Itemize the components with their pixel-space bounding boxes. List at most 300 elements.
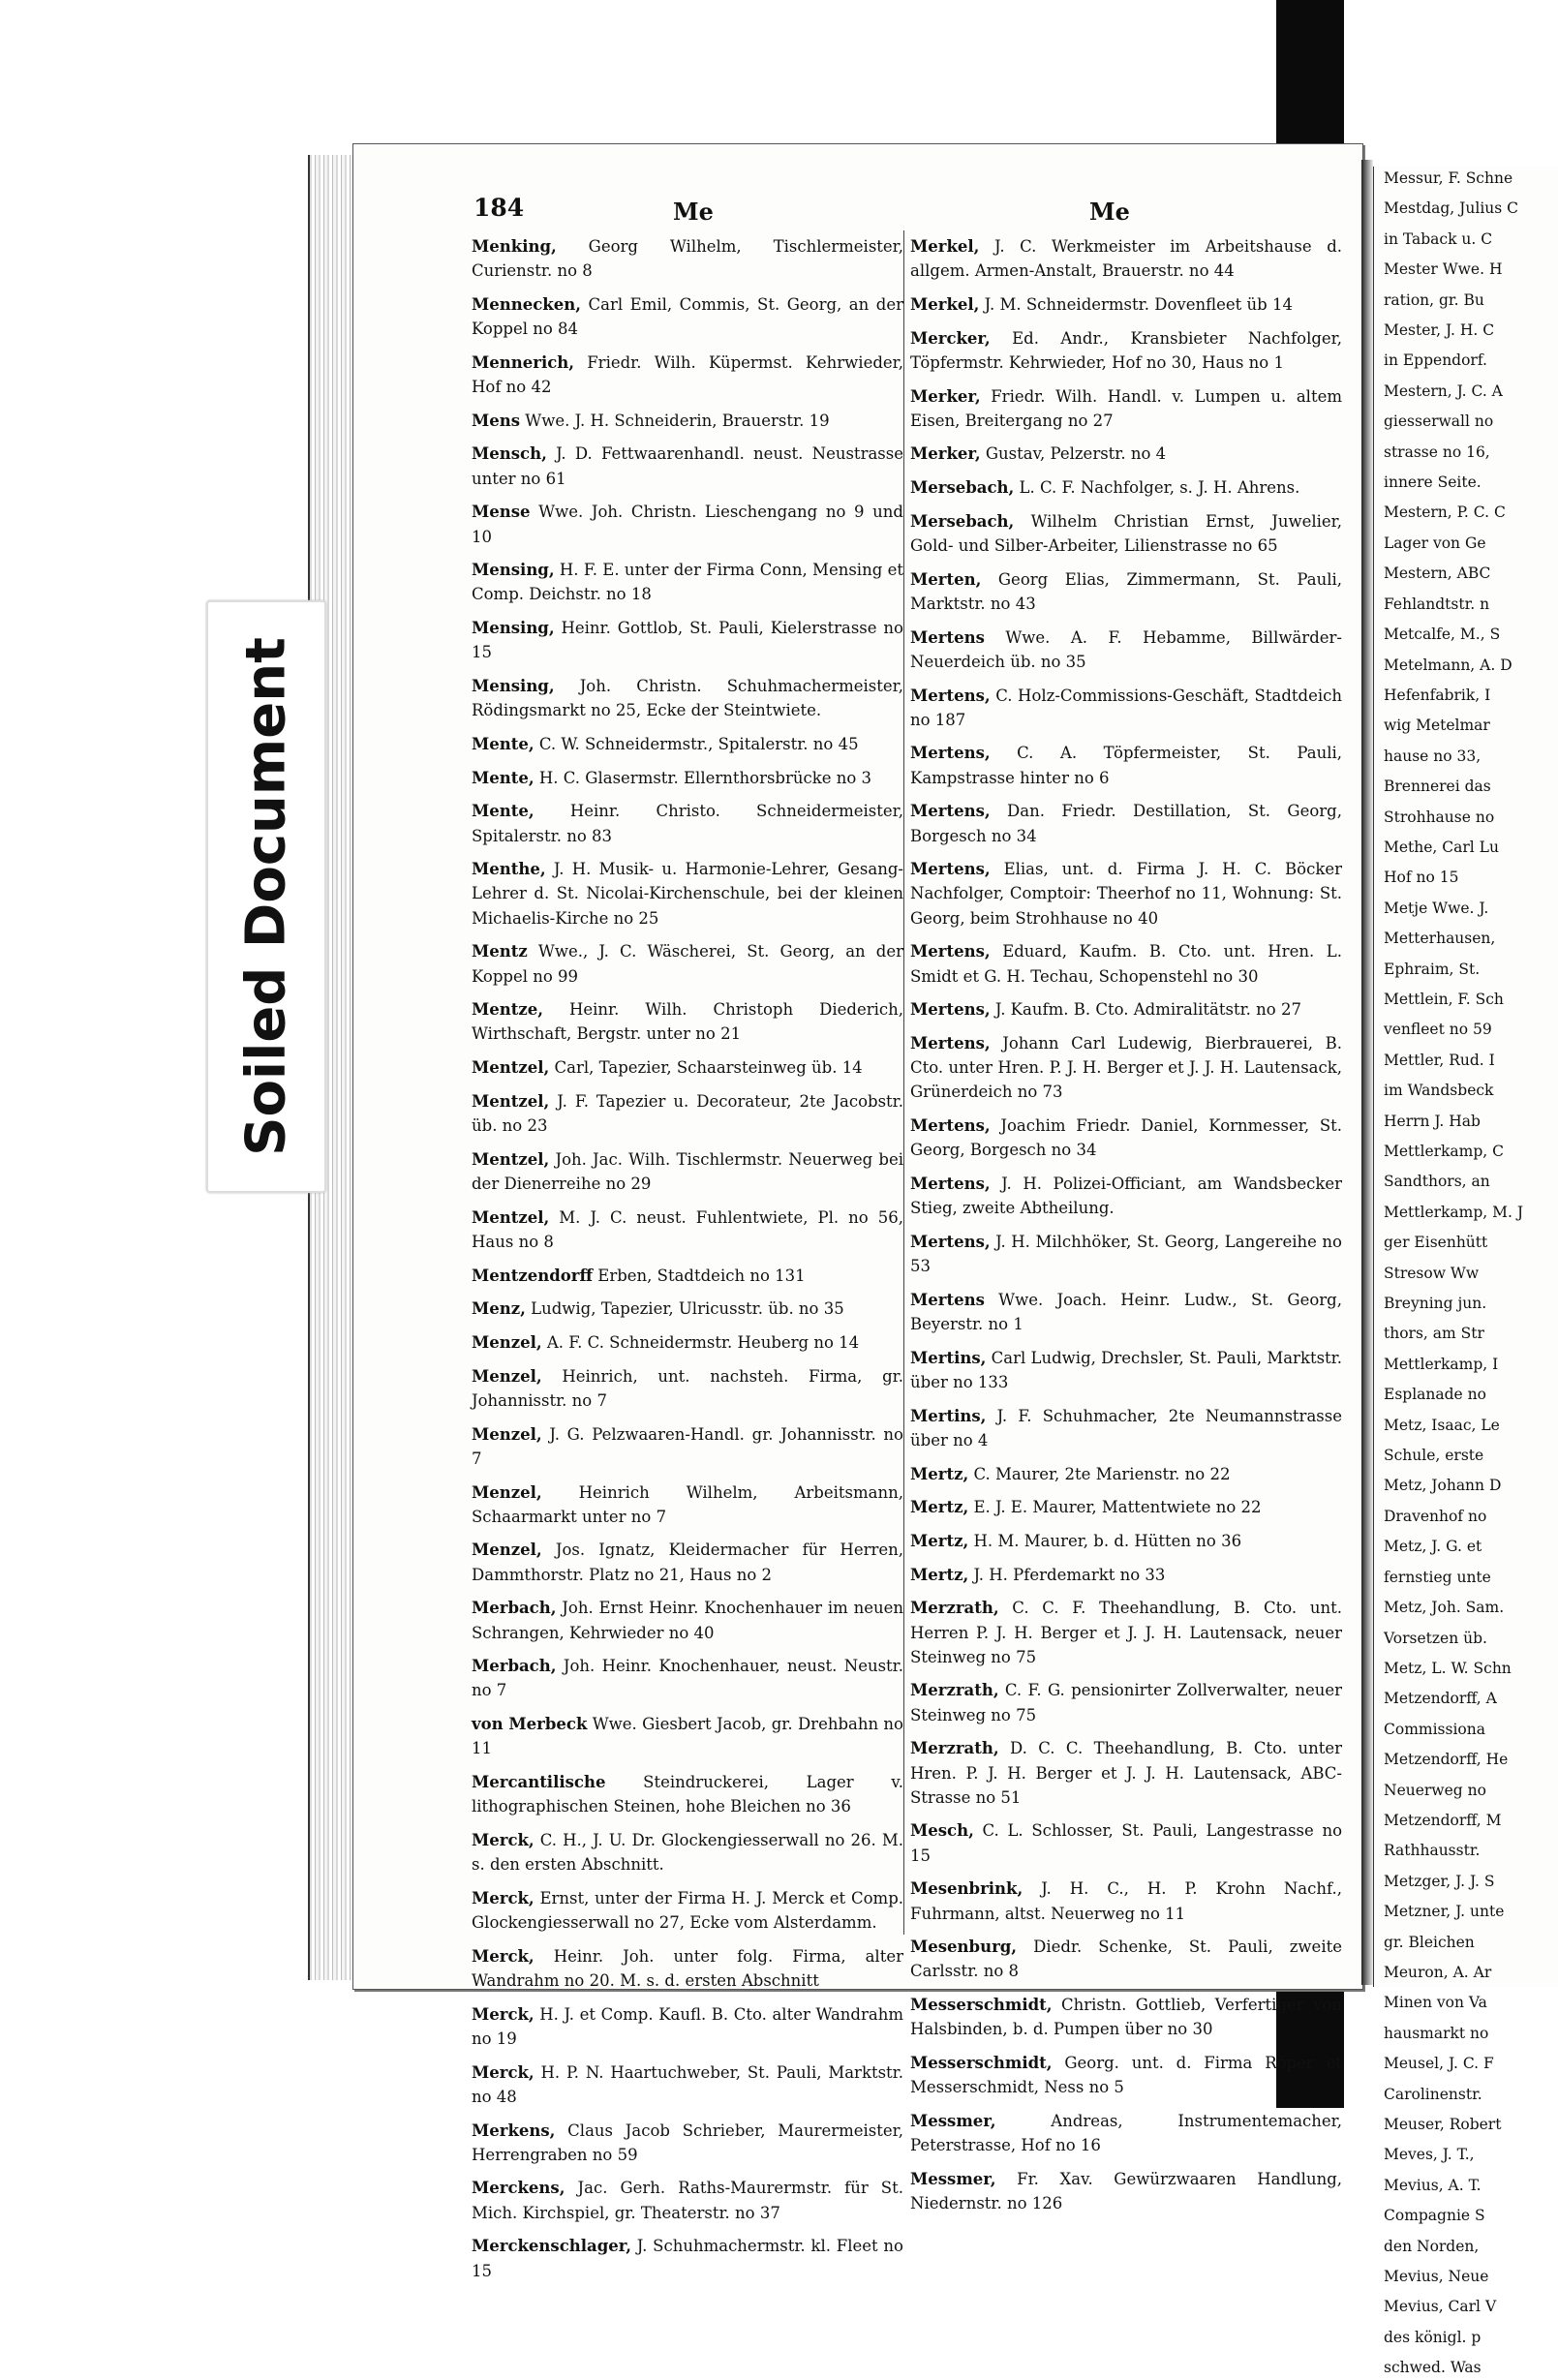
directory-entry <box>472 1147 903 1196</box>
entry-text: H. F. E. unter der Firma Conn, Mensing et Comp. Deichstr. no 18 <box>472 561 903 604</box>
entry-name: Mertens, <box>910 1000 991 1020</box>
directory-entry <box>910 1031 1342 1105</box>
adjacent-page-line: Metzendorff, M <box>1384 1811 1502 1829</box>
directory-entry <box>472 1654 903 1702</box>
entry-text: Jos. Ignatz, Kleidermacher für Herren, Dammthorstr. Platz no 21, Haus no 2 <box>472 1541 903 1584</box>
adjacent-page-line: Carolinenstr. <box>1384 2085 1482 2103</box>
directory-entry <box>910 857 1342 931</box>
entry-text: Heinrich, unt. nachsteh. Firma, gr. Johannisstr. no 7 <box>472 1366 903 1410</box>
entry-text: C. C. F. Theehandlung, B. Cto. unt. Herren P. J. H. Berger et J. J. H. Lautensack, neuer Steinweg no 75 <box>910 1599 1342 1666</box>
directory-entry <box>910 1495 1342 1519</box>
adjacent-page-line: Meuser, Robert <box>1384 2116 1502 2133</box>
entry-name: Mentzendorff <box>472 1266 594 1285</box>
entry-text: J. H. Milchhöker, St. Georg, Langereihe no 53 <box>910 1232 1342 1276</box>
directory-entry <box>472 1055 903 1080</box>
adjacent-page-line: in Taback u. C <box>1384 229 1493 248</box>
directory-entry <box>472 1422 903 1471</box>
entry-name: Merten, <box>910 569 982 589</box>
entry-name: Mentzel, <box>472 1058 550 1078</box>
directory-entry <box>472 2176 903 2224</box>
entry-text: C. A. Töpfermeister, St. Pauli, Kampstrasse hinter no 6 <box>910 744 1342 787</box>
directory-entry <box>910 1818 1342 1867</box>
adjacent-page-line: Neuerweg no <box>1384 1781 1486 1799</box>
entry-name: Mensing, <box>472 677 555 696</box>
entry-text: Georg Elias, Zimmermann, St. Pauli, Marktstr. no 43 <box>910 569 1342 613</box>
directory-entry <box>472 732 903 756</box>
entry-name: Mertens, <box>910 1116 991 1136</box>
directory-entry <box>910 1563 1342 1587</box>
directory-entry <box>472 1886 903 1935</box>
directory-entry <box>910 939 1342 988</box>
directory-entry <box>472 766 903 790</box>
entry-text: Heinrich Wilhelm, Arbeitsmann, Schaarmarkt unter no 7 <box>472 1482 903 1526</box>
directory-entry <box>472 558 903 606</box>
directory-entry <box>910 567 1342 616</box>
entry-name: Mertens, <box>910 942 991 961</box>
adjacent-page-line: Metje Wwe. J. <box>1384 899 1489 917</box>
entry-name: Mertens, <box>910 744 991 763</box>
entry-name: von Merbeck <box>472 1715 588 1734</box>
adjacent-page-line: Meuron, A. Ar <box>1384 1963 1492 1981</box>
entry-name: Merckens, <box>472 2179 565 2198</box>
entry-text: Diedr. Schenke, St. Pauli, zweite Carlsstr. no 8 <box>910 1938 1342 1981</box>
entry-text: Steindruckerei, Lager v. lithographischen Steinen, hohe Bleichen no 36 <box>472 1773 903 1816</box>
entry-text: Joachim Friedr. Daniel, Kornmesser, St. Georg, Borgesch no 34 <box>910 1116 1342 1160</box>
directory-entry <box>910 1346 1342 1394</box>
adjacent-page-line: Mettler, Rud. I <box>1384 1051 1495 1069</box>
entry-name: Menthe, <box>472 860 546 879</box>
directory-entry <box>472 674 903 722</box>
adjacent-page-line: Mettlerkamp, C <box>1384 1143 1505 1160</box>
adjacent-page-line: in Eppendorf. <box>1384 351 1487 370</box>
column-divider <box>903 230 904 1935</box>
soiled-document-label <box>206 600 326 1193</box>
entry-text: A. F. C. Schneidermstr. Heuberg no 14 <box>541 1333 860 1353</box>
directory-entry <box>910 1935 1342 1983</box>
adjacent-page-line: innere Seite. <box>1384 473 1482 492</box>
directory-entry <box>472 409 903 433</box>
entry-text: Heinr. Christo. Schneidermeister, Spitalerstr. no 83 <box>472 802 903 845</box>
entry-name: Mertens <box>910 1290 985 1309</box>
entry-name: Merck, <box>472 1946 535 1966</box>
entry-name: Merker, <box>910 444 981 464</box>
entry-text: Claus Jacob Schrieber, Maurermeister, Herrengraben no 59 <box>472 2121 903 2164</box>
entry-text: Eduard, Kaufm. B. Cto. unt. Hren. L. Smidt et G. H. Techau, Schopenstehl no 30 <box>910 942 1342 986</box>
entry-name: Mentze, <box>472 1000 543 1020</box>
entry-name: Menzel, <box>472 1333 542 1353</box>
adjacent-page-line: Messur, F. Schne <box>1384 169 1513 187</box>
left-column <box>472 234 903 2292</box>
entry-name: Mensing, <box>472 561 555 580</box>
adjacent-page-line: Metz, Johann D <box>1384 1477 1502 1495</box>
adjacent-page-line: Metz, J. G. et <box>1384 1538 1482 1556</box>
entry-text: Wwe. A. F. Hebamme, Billwärder-Neuerdeich üb. no 35 <box>910 627 1342 671</box>
entry-name: Merck, <box>472 1888 535 1907</box>
entry-name: Mertens <box>910 627 985 647</box>
directory-entry <box>910 384 1342 433</box>
entry-name: Mercantilische <box>472 1773 606 1792</box>
entry-name: Mentzel, <box>472 1207 550 1227</box>
adjacent-page-line: strasse no 16, <box>1384 442 1490 461</box>
directory-entry <box>472 1205 903 1254</box>
running-head-left: Me <box>673 198 714 226</box>
adjacent-page-line: Mettlerkamp, I <box>1384 1355 1499 1373</box>
entry-text: Georg Wilhelm, Tischlermeister, Curienstr. no 8 <box>472 237 903 281</box>
adjacent-page-line: hausmarkt no <box>1384 2024 1489 2042</box>
directory-entry <box>910 1596 1342 1669</box>
adjacent-page-line: Metz, Joh. Sam. <box>1384 1599 1505 1617</box>
directory-entry <box>910 626 1342 674</box>
adjacent-page-line: Meusel, J. C. F <box>1384 2055 1494 2073</box>
adjacent-page-line: Mester, J. H. C <box>1384 321 1495 340</box>
right-column <box>910 234 1342 2225</box>
entry-text: J. H. Musik- u. Harmonie-Lehrer, Gesang-Lehrer d. St. Nicolai-Kirchenschule, bei der kleinen Michaelis-Kirche no 25 <box>472 860 903 928</box>
directory-entry <box>910 509 1342 558</box>
directory-entry <box>472 2119 903 2167</box>
entry-text: Ludwig, Tapezier, Ulricusstr. üb. no 35 <box>525 1299 844 1319</box>
entry-name: Mertens, <box>910 686 991 705</box>
entry-text: J. H. Pferdemarkt no 33 <box>968 1565 1166 1584</box>
adjacent-page-line: Esplanade no <box>1384 1386 1486 1404</box>
entry-name: Mersebach, <box>910 478 1015 498</box>
directory-entry <box>910 2051 1342 2099</box>
adjacent-page-line: Commissiona <box>1384 1720 1485 1738</box>
directory-entry <box>472 1264 903 1288</box>
entry-text: Wwe. Joach. Heinr. Ludw., St. Georg, Beyerstr. no 1 <box>910 1290 1342 1334</box>
entry-name: Mens <box>472 411 521 430</box>
entry-text: C. W. Schneidermstr., Spitalerstr. no 45 <box>534 734 859 753</box>
entry-name: Mente, <box>472 802 535 821</box>
directory-entry <box>910 1462 1342 1486</box>
entry-name: Merck, <box>472 2062 535 2082</box>
entry-text: C. L. Schlosser, St. Pauli, Langestrasse no 15 <box>910 1821 1342 1865</box>
entry-name: Menzel, <box>472 1541 542 1560</box>
entry-text: C. H., J. U. Dr. Glockengiesserwall no 26. M. s. den ersten Abschnitt. <box>472 1830 903 1875</box>
entry-text: H. P. N. Haartuchweber, St. Pauli, Marktstr. no 48 <box>472 2062 903 2106</box>
adjacent-page-line: Compagnie S <box>1384 2207 1485 2225</box>
entry-name: Mertens, <box>910 802 991 821</box>
adjacent-page-line: Mettlerkamp, M. J <box>1384 1203 1524 1221</box>
directory-entry <box>472 500 903 548</box>
directory-entry <box>472 616 903 664</box>
directory-entry <box>910 684 1342 732</box>
entry-name: Messerschmidt, <box>910 2054 1053 2073</box>
entry-text: Wilhelm Christian Ernst, Juwelier, Gold- und Silber-Arbeiter, Lilienstrasse no 65 <box>910 511 1342 556</box>
entry-text: Carl Emil, Commis, St. Georg, an der Koppel no 84 <box>472 294 903 339</box>
entry-text: Heinr. Wilh. Christoph Diederich, Wirthschaft, Bergstr. unter no 21 <box>472 1000 903 1044</box>
directory-entry <box>472 2060 903 2109</box>
entry-name: Mentzel, <box>472 1149 550 1169</box>
entry-name: Mertz, <box>910 1464 969 1483</box>
directory-entry <box>910 2109 1342 2157</box>
adjacent-page-line: Rathhausstr. <box>1384 1842 1481 1860</box>
adjacent-page-line: thors, am Str <box>1384 1325 1484 1343</box>
entry-text: Wwe. Joh. Christn. Lieschengang no 9 und 10 <box>472 503 903 546</box>
entry-name: Messerschmidt, <box>910 1996 1053 2015</box>
adjacent-page-line: Mestern, J. C. A <box>1384 381 1503 400</box>
adjacent-page-line: Schule, erste <box>1384 1447 1484 1465</box>
adjacent-page-line: wig Metelmar <box>1384 717 1490 735</box>
adjacent-page-line: fernstieg unte <box>1384 1568 1491 1586</box>
entry-text: C. Holz-Commissions-Geschäft, Stadtdeich no 187 <box>910 686 1342 729</box>
adjacent-page-line: Metz, Isaac, Le <box>1384 1416 1500 1434</box>
adjacent-page-line: Vorsetzen üb. <box>1384 1629 1487 1647</box>
entry-text: Ed. Andr., Kransbieter Nachfolger, Töpfermstr. Kehrwieder, Hof no 30, Haus no 1 <box>910 328 1342 372</box>
adjacent-page-line: des königl. p <box>1384 2328 1482 2346</box>
entry-name: Merckenschlager, <box>472 2237 631 2256</box>
entry-text: J. D. Fettwaarenhandl. neust. Neustrasse unter no 61 <box>472 444 903 488</box>
directory-entry <box>472 799 903 847</box>
entry-name: Merkens, <box>472 2121 556 2140</box>
directory-entry <box>910 1114 1342 1162</box>
entry-name: Merzrath, <box>910 1599 999 1618</box>
entry-text: Heinr. Joh. unter folg. Firma, alter Wandrahm no 20. M. s. d. ersten Abschnitt <box>472 1946 903 1990</box>
entry-text: H. M. Maurer, b. d. Hütten no 36 <box>968 1531 1242 1550</box>
adjacent-page-line: Metzendorff, He <box>1384 1751 1509 1769</box>
adjacent-page-line: Hefenfabrik, I <box>1384 686 1491 704</box>
adjacent-page-line: Methe, Carl Lu <box>1384 838 1499 856</box>
adjacent-page-line: Lager von Ge <box>1384 534 1486 552</box>
adjacent-page-line: gr. Bleichen <box>1384 1933 1475 1951</box>
soiled-document-text: Soiled Document <box>234 637 298 1156</box>
entry-name: Mensch, <box>472 444 547 464</box>
directory-entry <box>472 1480 903 1529</box>
entry-name: Merzrath, <box>910 1739 999 1758</box>
entry-name: Mercker, <box>910 328 991 348</box>
entry-text: Joh. Jac. Wilh. Tischlermstr. Neuerweg bei der Dienerreihe no 29 <box>472 1149 903 1193</box>
adjacent-page-line: schwed. Was <box>1384 2359 1482 2377</box>
entry-name: Mennerich, <box>472 352 575 372</box>
adjacent-page-line: Hof no 15 <box>1384 869 1459 887</box>
adjacent-page-line: Sandthors, an <box>1384 1173 1490 1191</box>
adjacent-page-line: Metterhausen, <box>1384 930 1496 948</box>
directory-entry <box>472 1297 903 1321</box>
entry-name: Mente, <box>472 768 535 787</box>
directory-entry <box>472 351 903 399</box>
adjacent-page-line: ration, gr. Bu <box>1384 290 1484 309</box>
entry-name: Mertens, <box>910 860 991 879</box>
directory-entry <box>910 2167 1342 2215</box>
page-gutter <box>1361 160 1373 1985</box>
entry-text: J. H. C., H. P. Krohn Nachf., Fuhrmann, altst. Neuerweg no 11 <box>910 1879 1342 1923</box>
entry-text: J. M. Schneidermstr. Dovenfleet üb 14 <box>979 294 1293 314</box>
adjacent-page-line: Strohhause no <box>1384 808 1495 826</box>
entry-name: Menz, <box>472 1299 526 1319</box>
adjacent-page-line: Ephraim, St. <box>1384 960 1481 978</box>
adjacent-page-line: Metz, L. W. Schn <box>1384 1659 1512 1677</box>
entry-text: J. G. Pelzwaaren-Handl. gr. Johannisstr. no 7 <box>472 1424 903 1468</box>
directory-entry <box>472 997 903 1046</box>
adjacent-page-line: Fehlandtstr. n <box>1384 595 1490 613</box>
entry-name: Mertens, <box>910 1232 991 1251</box>
adjacent-page-line: Mettlein, F. Sch <box>1384 990 1504 1008</box>
entry-name: Merbach, <box>472 1657 557 1676</box>
directory-entry <box>472 234 903 283</box>
directory-entry <box>472 1828 903 1877</box>
directory-entry <box>472 1712 903 1760</box>
directory-entry <box>472 442 903 490</box>
entry-name: Menzel, <box>472 1482 542 1502</box>
adjacent-page-line: hause no 33, <box>1384 747 1482 765</box>
entry-text: E. J. E. Maurer, Mattentwiete no 22 <box>968 1498 1262 1517</box>
entry-text: Carl, Tapezier, Schaarsteinweg üb. 14 <box>549 1058 863 1078</box>
adjacent-page-line: Brennerei das <box>1384 778 1491 796</box>
directory-entry <box>910 292 1342 317</box>
entry-text: Elias, unt. d. Firma J. H. C. Böcker Nachfolger, Comptoir: Theerhof no 11, Wohnung: St. Georg, beim Strohhause no 40 <box>910 860 1342 928</box>
entry-text: Friedr. Wilh. Handl. v. Lumpen u. altem Eisen, Breitergang no 27 <box>910 386 1342 430</box>
adjacent-page-line: giesserwall no <box>1384 412 1494 431</box>
adjacent-page-line: Breyning jun. <box>1384 1295 1487 1313</box>
directory-entry <box>910 475 1342 500</box>
entry-name: Menzel, <box>472 1366 542 1386</box>
entry-text: Fr. Xav. Gewürzwaaren Handlung, Niedernstr. no 126 <box>910 2169 1342 2213</box>
entry-text: C. F. G. pensionirter Zollverwalter, neuer Steinweg no 75 <box>910 1681 1342 1724</box>
entry-text: L. C. F. Nachfolger, s. J. H. Ahrens. <box>1014 478 1300 498</box>
directory-entry <box>472 1770 903 1818</box>
entry-text: H. J. et Comp. Kaufl. B. Cto. alter Wandrahm no 19 <box>472 2004 903 2048</box>
adjacent-page-line: im Wandsbeck <box>1384 1082 1494 1100</box>
entry-name: Mesenbrink, <box>910 1879 1023 1899</box>
entry-text: J. F. Schuhmacher, 2te Neumannstrasse über no 4 <box>910 1406 1342 1449</box>
entry-name: Mertens, <box>910 1033 991 1053</box>
entry-name: Merzrath, <box>910 1681 999 1700</box>
entry-text: Wwe. Giesbert Jacob, gr. Drehbahn no 11 <box>472 1715 903 1758</box>
entry-name: Merkel, <box>910 294 980 314</box>
directory-entry <box>910 997 1342 1022</box>
entry-name: Merkel, <box>910 237 980 256</box>
entry-name: Mertz, <box>910 1565 969 1584</box>
directory-entry <box>472 1596 903 1644</box>
entry-name: Mense <box>472 503 531 522</box>
directory-entry <box>472 857 903 931</box>
adjacent-page-line: Herrn J. Hab <box>1384 1112 1481 1130</box>
adjacent-page-line: venfleet no 59 <box>1384 1021 1492 1039</box>
directory-entry <box>910 442 1342 466</box>
adjacent-page-fragment <box>1373 167 1558 2377</box>
entry-name: Mertins, <box>910 1406 987 1425</box>
directory-entry <box>910 1288 1342 1336</box>
entry-name: Mentz <box>472 942 528 961</box>
entry-text: Joh. Heinr. Knochenhauer, neust. Neustr. no 7 <box>472 1657 903 1700</box>
entry-text: J. Schuhmachermstr. kl. Fleet no 15 <box>472 2237 903 2280</box>
adjacent-page-line: Mevius, Neue <box>1384 2268 1489 2286</box>
directory-entry <box>472 2002 903 2051</box>
directory-entry <box>472 1330 903 1355</box>
entry-text: Georg. unt. d. Firma Röper et Messerschmidt, Ness no 5 <box>910 2054 1342 2097</box>
adjacent-page-line: Dravenhof no <box>1384 1507 1487 1525</box>
adjacent-page-line: Metzendorff, A <box>1384 1690 1497 1708</box>
directory-entry <box>910 1736 1342 1810</box>
entry-text: Johann Carl Ludewig, Bierbrauerei, B. Cto. unter Hren. P. J. H. Berger et J. J. H. Lautensack, Grünerdeich no 73 <box>910 1033 1342 1102</box>
adjacent-page-line: Mevius, A. T. <box>1384 2176 1482 2194</box>
entry-text: Ernst, unter der Firma H. J. Merck et Comp. Glockengiesserwall no 27, Ecke vom Alsterdamm. <box>472 1888 903 1933</box>
entry-text: J. F. Tapezier u. Decorateur, 2te Jacobstr. üb. no 23 <box>472 1091 903 1136</box>
entry-text: Wwe. J. H. Schneiderin, Brauerstr. 19 <box>520 411 830 430</box>
directory-entry <box>910 1678 1342 1726</box>
directory-entry <box>472 1944 903 1993</box>
adjacent-page-line: Metcalfe, M., S <box>1384 626 1501 644</box>
entry-name: Mersebach, <box>910 511 1015 531</box>
directory-entry <box>472 2234 903 2282</box>
entry-text: H. C. Glasermstr. Ellernthorsbrücke no 3 <box>534 768 872 787</box>
directory-entry <box>910 1993 1342 2041</box>
directory-entry <box>910 799 1342 847</box>
entry-text: Wwe., J. C. Wäscherei, St. Georg, an der Koppel no 99 <box>472 942 903 986</box>
directory-entry <box>910 1404 1342 1452</box>
entry-name: Mesch, <box>910 1821 974 1841</box>
directory-entry <box>910 1172 1342 1220</box>
adjacent-page-line: ger Eisenhütt <box>1384 1234 1488 1252</box>
adjacent-page-line: Metzner, J. unte <box>1384 1903 1505 1921</box>
adjacent-page-line: Metzger, J. J. S <box>1384 1872 1495 1890</box>
entry-text: Christn. Gottlieb, Verfertiger von Halsbinden, b. d. Pumpen über no 30 <box>910 1996 1342 2039</box>
entry-text: Erben, Stadtdeich no 131 <box>593 1266 806 1285</box>
directory-entry <box>472 1364 903 1413</box>
adjacent-page-line: Metelmann, A. D <box>1384 656 1512 674</box>
entry-text: J. C. Werkmeister im Arbeitshause d. allgem. Armen-Anstalt, Brauerstr. no 44 <box>910 237 1342 281</box>
page-number: 184 <box>474 194 525 222</box>
entry-name: Mesenburg, <box>910 1938 1018 1957</box>
entry-text: J. Kaufm. B. Cto. Admiralitätstr. no 27 <box>990 1000 1301 1020</box>
entry-text: D. C. C. Theehandlung, B. Cto. unter Hren. P. J. H. Berger et J. J. H. Lautensack, ABC-Strasse no 51 <box>910 1739 1342 1807</box>
entry-name: Messmer, <box>910 2112 996 2130</box>
directory-entry <box>910 741 1342 789</box>
adjacent-page-line: den Norden, <box>1384 2237 1480 2255</box>
running-head-right: Me <box>1089 198 1130 226</box>
directory-entry <box>472 1089 903 1138</box>
entry-name: Merck, <box>472 1830 535 1849</box>
entry-text: Friedr. Wilh. Küpermst. Kehrwieder, Hof no 42 <box>472 352 903 397</box>
adjacent-page-line: Minen von Va <box>1384 1994 1487 2012</box>
directory-entry <box>472 939 903 988</box>
adjacent-page-line: Mevius, Carl V <box>1384 2298 1497 2316</box>
entry-name: Mertz, <box>910 1498 969 1517</box>
entry-name: Menzel, <box>472 1424 542 1444</box>
entry-text: Andreas, Instrumentemacher, Peterstrasse, Hof no 16 <box>910 2112 1342 2155</box>
entry-name: Merbach, <box>472 1599 557 1618</box>
entry-name: Mertz, <box>910 1531 969 1550</box>
adjacent-page-line: Mestern, P. C. C <box>1384 503 1506 522</box>
entry-name: Messmer, <box>910 2169 996 2188</box>
entry-name: Mennecken, <box>472 294 581 314</box>
entry-text: Carl Ludwig, Drechsler, St. Pauli, Marktstr. über no 133 <box>910 1348 1342 1391</box>
entry-text: Gustav, Pelzerstr. no 4 <box>980 444 1167 464</box>
directory-entry <box>910 1877 1342 1925</box>
adjacent-page-line: Meves, J. T., <box>1384 2146 1475 2164</box>
entry-name: Menking, <box>472 237 557 256</box>
adjacent-page-line: Mestdag, Julius C <box>1384 199 1519 218</box>
directory-entry <box>910 234 1342 283</box>
directory-entry <box>910 1529 1342 1553</box>
entry-text: Dan. Friedr. Destillation, St. Georg, Borgesch no 34 <box>910 802 1342 845</box>
entry-text: Jac. Gerh. Raths-Maurermstr. für St. Mich. Kirchspiel, gr. Theaterstr. no 37 <box>472 2179 903 2222</box>
entry-text: Heinr. Gottlob, St. Pauli, Kielerstrasse no 15 <box>472 619 903 662</box>
adjacent-page-line: Stresow Ww <box>1384 1264 1480 1282</box>
adjacent-page-line: Mester Wwe. H <box>1384 260 1503 279</box>
entry-text: M. J. C. neust. Fuhlentwiete, Pl. no 56, Haus no 8 <box>472 1207 903 1251</box>
directory-entry <box>910 1230 1342 1278</box>
directory-entry <box>472 292 903 341</box>
entry-text: Joh. Christn. Schuhmachermeister, Rödingsmarkt no 25, Ecke der Steintwiete. <box>472 677 903 720</box>
directory-entry <box>472 1538 903 1586</box>
directory-entry <box>910 326 1342 375</box>
entry-text: Joh. Ernst Heinr. Knochenhauer im neuen Schrangen, Kehrwieder no 40 <box>472 1599 903 1642</box>
entry-name: Merker, <box>910 386 981 406</box>
entry-name: Mertens, <box>910 1175 991 1193</box>
entry-text: C. Maurer, 2te Marienstr. no 22 <box>968 1464 1231 1483</box>
entry-name: Mensing, <box>472 619 555 638</box>
entry-name: Merck, <box>472 2004 535 2024</box>
